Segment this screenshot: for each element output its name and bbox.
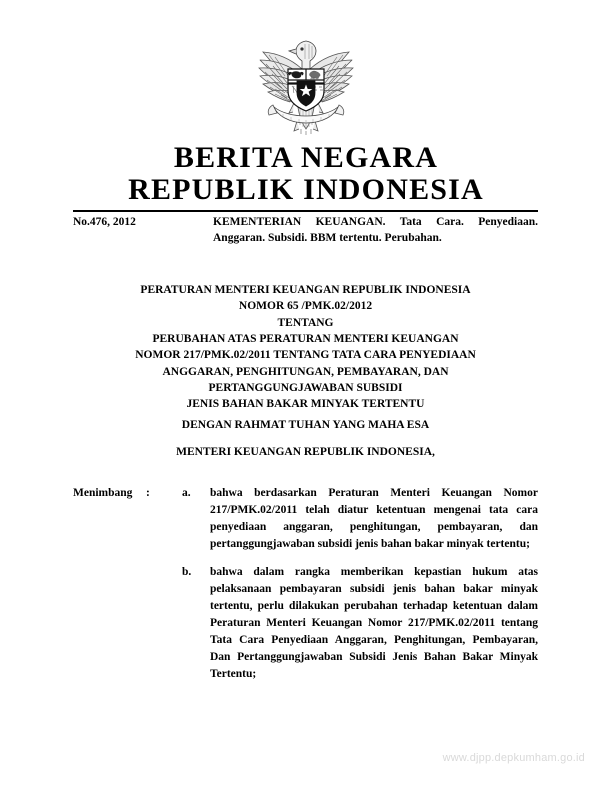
regulation-heading <box>73 282 538 413</box>
invocation-spacer <box>73 433 538 444</box>
footer-watermark: www.djpp.depkumham.go.id <box>442 752 585 764</box>
considering-text-b: bahwa dalam rangka memberikan kepastian hukum atas pelaksanaan pembayaran subsidi jenis bahan bakar minyak tertentu, perlu dilakukan perubahan terhadap ketentuan dalam Peraturan Menteri Keuangan Nomor 217/PMK.02/2011 tentang Tata Cara Penyediaan Anggaran, Penghitungan, Pembayaran, Dan Pertanggungjawaban Subsidi Jenis Bahan Bakar Minyak Tertentu; <box>210 566 538 681</box>
considering-colon: : <box>146 487 150 499</box>
regulation-subject-line-2: NOMOR 217/PMK.02/2011 TENTANG TATA CARA PENYEDIAAN <box>135 349 476 362</box>
issue-line <box>73 215 538 246</box>
masthead-line-2: REPUBLIK INDONESIA <box>128 173 484 207</box>
considering-label: Menimbang <box>73 487 133 499</box>
invocation-line-2: MENTERI KEUANGAN REPUBLIK INDONESIA, <box>176 446 435 459</box>
header-divider <box>73 210 538 212</box>
considering-marker-b: b. <box>182 566 192 579</box>
regulation-number: NOMOR 65 /PMK.02/2012 <box>238 300 373 313</box>
considering-item-a <box>73 485 538 553</box>
invocation <box>73 417 538 461</box>
regulation-subject-line-4: PERTANGGUNGJAWABAN SUBSIDI <box>208 381 403 394</box>
masthead-line-1: BERITA NEGARA <box>173 141 439 174</box>
regulation-title: PERATURAN MENTERI KEUANGAN REPUBLIK INDONESIA <box>140 284 471 296</box>
regulation-subject-line-5: JENIS BAHAN BAKAR MINYAK TERTENTU <box>186 398 425 411</box>
masthead <box>0 142 612 207</box>
regulation-subject-line-1: PERUBAHAN ATAS PERATURAN MENTERI KEUANGAN <box>152 332 459 345</box>
invocation-line-1: DENGAN RAHMAT TUHAN YANG MAHA ESA <box>181 419 430 431</box>
issue-number: No.476, 2012 <box>73 216 136 228</box>
considering-item-b <box>73 564 538 683</box>
regulation-about-label: TENTANG <box>277 316 334 329</box>
emblem-container <box>0 33 612 137</box>
considering-section <box>73 485 538 683</box>
issue-subject: KEMENTERIAN KEUANGAN. Tata Cara. Penyediaan. Anggaran. Subsidi. BBM tertentu. Perubahan. <box>213 216 538 244</box>
considering-marker-a: a. <box>182 487 191 499</box>
considering-text-a: bahwa berdasarkan Peraturan Menteri Keuangan Nomor 217/PMK.02/2011 telah diatur ketentuan mengenai tata cara penyediaan anggaran, penghitungan, pembayaran, dan pertanggungjawaban subsidi jenis bahan bakar minyak tertentu; <box>210 487 538 551</box>
regulation-subject-line-3: ANGGARAN, PENGHITUNGAN, PEMBAYARAN, DAN <box>162 365 449 378</box>
garuda-pancasila-emblem <box>247 33 365 137</box>
